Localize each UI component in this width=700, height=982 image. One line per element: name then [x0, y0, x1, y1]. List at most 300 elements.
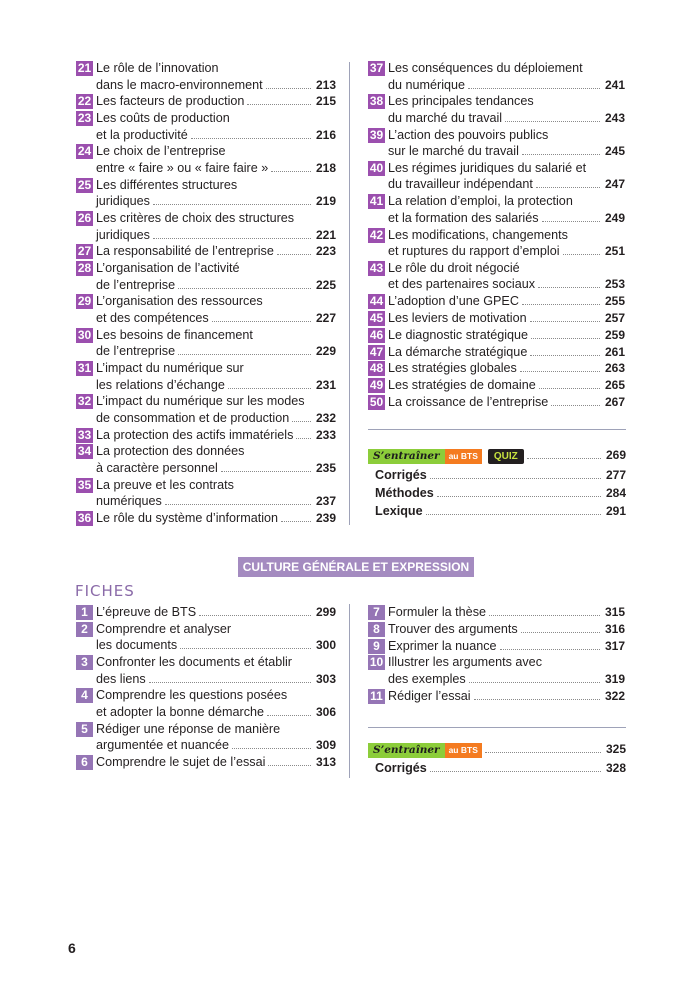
chapter-number-badge: 23 — [77, 111, 92, 126]
chapter-number-badge: 3 — [76, 655, 93, 670]
entry-line — [368, 260, 625, 277]
chapter-number-badge: 39 — [369, 127, 384, 142]
page-ref: 291 — [605, 504, 626, 518]
page-ref: 213 — [315, 77, 336, 92]
toc-entry[interactable] — [76, 477, 336, 510]
leader-dots — [268, 765, 311, 766]
entry-line — [76, 127, 336, 144]
chapter-number-badge: 28 — [77, 261, 92, 276]
entry-title-text: à caractère personnel — [96, 460, 218, 475]
toc-entry[interactable] — [368, 310, 625, 327]
entry-title-text: Les différentes structures — [96, 177, 238, 192]
page-ref: 319 — [604, 671, 625, 686]
entry-line — [76, 410, 336, 427]
entry-line — [368, 344, 625, 361]
toc-entry[interactable] — [368, 654, 625, 687]
entry-title-text: Illustrer les arguments avec — [388, 655, 542, 670]
page-ref: 306 — [315, 704, 336, 719]
leader-dots — [178, 354, 311, 355]
entry-line — [76, 687, 336, 704]
entry-title-text: Rédiger l’essai — [388, 688, 471, 703]
entry-title-text: numériques — [96, 494, 162, 509]
page-ref: 313 — [315, 755, 336, 769]
chapter-number-badge: 31 — [77, 361, 92, 375]
entry-line — [368, 377, 625, 394]
page-ref: 215 — [315, 94, 336, 109]
page-ref: 316 — [604, 621, 625, 636]
entry-title-text: L’impact du numérique sur — [96, 361, 244, 375]
toc-entry[interactable] — [76, 60, 336, 93]
leader-dots — [281, 521, 311, 522]
entry-title-text: de l’entreprise — [96, 277, 176, 292]
page-ref: 225 — [315, 277, 336, 292]
entry-line — [76, 360, 336, 377]
chapter-number-badge: 25 — [77, 177, 92, 192]
chapter-number-badge: 38 — [369, 94, 384, 109]
page-number: 6 — [68, 940, 76, 956]
page-ref: 245 — [604, 144, 625, 159]
chapter-number-badge: 4 — [76, 688, 93, 703]
entry-title-text: du marché du travail — [388, 110, 503, 125]
chapter-number-badge: 21 — [77, 61, 92, 75]
leader-dots — [191, 138, 311, 139]
chapter-number-badge: 32 — [77, 394, 92, 409]
chapter-number-badge: 46 — [369, 327, 384, 342]
page-ref: 322 — [604, 688, 625, 703]
entry-line — [76, 93, 336, 110]
entry-line — [76, 110, 336, 127]
leader-dots — [426, 514, 601, 515]
entry-title-text: entre « faire » ou « faire faire » — [96, 160, 269, 175]
toc-entry[interactable] — [76, 360, 336, 393]
entry-title-text: La protection des données — [96, 444, 245, 459]
chapter-number-badge: 5 — [76, 722, 93, 737]
toc-entry[interactable] — [368, 621, 625, 638]
toc-entry[interactable] — [368, 360, 625, 377]
entry-line — [76, 60, 336, 77]
entry-title-text: Les leviers de motivation — [388, 310, 527, 325]
leader-dots — [232, 748, 311, 749]
chapter-number-badge: 1 — [76, 605, 93, 620]
entry-line — [368, 310, 625, 327]
chapter-number-badge: 6 — [76, 755, 93, 770]
entry-line — [368, 671, 625, 688]
toc-entry[interactable] — [76, 754, 336, 771]
entry-line — [76, 293, 336, 310]
page-ref: 255 — [604, 294, 625, 309]
toc-entry[interactable] — [76, 654, 336, 687]
chapter-number-badge: 7 — [368, 605, 385, 620]
page-ref: 284 — [605, 486, 626, 500]
page-ref: 237 — [315, 494, 336, 509]
leader-dots — [271, 171, 311, 172]
leader-dots — [228, 388, 311, 389]
entry-line — [76, 510, 336, 527]
entry-line — [76, 243, 336, 260]
entry-line — [368, 293, 625, 310]
entry-line — [76, 177, 336, 194]
leader-dots — [267, 715, 311, 716]
leader-dots — [521, 632, 600, 633]
page-ref: 253 — [604, 277, 625, 292]
entry-title-text: des exemples — [388, 671, 466, 686]
entry-line — [76, 460, 336, 477]
corriges-row[interactable] — [375, 760, 626, 777]
entry-line — [368, 93, 625, 110]
entry-line — [76, 604, 336, 621]
entry-line — [76, 160, 336, 177]
entrainer-row[interactable] — [368, 741, 626, 758]
toc-entry[interactable] — [368, 394, 625, 411]
toc-entry[interactable] — [368, 327, 625, 344]
page-ref: 261 — [604, 344, 625, 359]
toc-entry[interactable] — [368, 344, 625, 361]
toc-entry[interactable] — [76, 427, 336, 444]
page-ref: 216 — [315, 127, 336, 142]
chapter-number-badge: 8 — [368, 622, 385, 637]
page-ref: 247 — [604, 177, 625, 192]
toc-entry[interactable] — [76, 687, 336, 720]
entry-title-text: L’organisation des ressources — [96, 294, 263, 309]
entry-line — [368, 143, 625, 160]
entry-title-text: de l’entreprise — [96, 344, 176, 359]
chapter-number-badge: 44 — [369, 294, 384, 309]
entry-line — [368, 360, 625, 377]
chapter-number-badge: 2 — [76, 622, 93, 637]
entry-title-text: Le diagnostic stratégique — [388, 327, 529, 342]
entry-line — [368, 638, 625, 655]
extras-divider — [368, 429, 626, 430]
toc-entry[interactable] — [76, 210, 336, 243]
entry-line — [76, 143, 336, 160]
entry-title-text: Les critères de choix des structures — [96, 211, 295, 225]
entry-title-text: Confronter les documents et établir — [96, 655, 293, 670]
entry-line — [368, 110, 625, 127]
chapter-number-badge: 10 — [369, 655, 384, 670]
chapter-number-badge: 26 — [77, 211, 92, 225]
entry-title-text: Le choix de l’entreprise — [96, 144, 226, 159]
entry-line — [368, 604, 625, 621]
leader-dots — [489, 615, 600, 616]
chapter-number-badge: 50 — [369, 394, 384, 409]
page-ref: 249 — [604, 210, 625, 225]
entry-title-text: des liens — [96, 671, 146, 686]
chapter-number-badge: 11 — [368, 689, 385, 704]
corriges-label: Corrigés — [375, 468, 427, 482]
entry-title-text: La relation d’emploi, la protection — [388, 194, 573, 209]
entry-title-text: L’organisation de l’activité — [96, 261, 240, 276]
leader-dots — [165, 504, 311, 505]
entry-line — [76, 654, 336, 671]
entry-title-text: juridiques — [96, 227, 150, 242]
leader-dots — [536, 187, 600, 188]
entry-title-text: Les principales tendances — [388, 94, 534, 109]
toc-entry[interactable] — [368, 93, 625, 126]
leader-dots — [153, 238, 311, 239]
entry-line — [76, 637, 336, 654]
entry-title-text: argumentée et nuancée — [96, 738, 230, 753]
leader-dots — [180, 648, 311, 649]
leader-dots — [520, 371, 600, 372]
leader-dots — [542, 221, 601, 222]
chapter-number-badge: 27 — [77, 244, 92, 259]
toc-entry[interactable] — [76, 110, 336, 143]
page-ref: 267 — [604, 394, 625, 409]
lexique-label: Lexique — [375, 504, 423, 518]
entry-line — [368, 654, 625, 671]
entry-line — [76, 754, 336, 771]
toc-entry[interactable] — [368, 293, 625, 310]
entry-title-text: Rédiger une réponse de manière — [96, 721, 281, 736]
entry-line — [368, 77, 625, 94]
entry-line — [76, 193, 336, 210]
entry-title-text: Exprimer la nuance — [388, 638, 497, 653]
entry-title-text: Comprendre les questions posées — [96, 688, 288, 703]
page-ref: 328 — [605, 761, 626, 775]
page-ref: 223 — [315, 244, 336, 259]
entry-line — [368, 394, 625, 411]
entry-title-text: Les besoins de financement — [96, 327, 253, 342]
page-ref: 257 — [604, 310, 625, 325]
leader-dots — [522, 304, 600, 305]
leader-dots — [468, 88, 600, 89]
leader-dots — [430, 478, 601, 479]
leader-dots — [500, 649, 601, 650]
toc-entry[interactable] — [76, 393, 336, 426]
chapter-number-badge: 48 — [369, 361, 384, 376]
fiches-title: FICHES — [75, 582, 135, 600]
page-ref: 218 — [315, 160, 336, 175]
entry-title-text: Les conséquences du déploiement — [388, 61, 583, 75]
entry-title-text: L’impact du numérique sur les modes — [96, 394, 305, 409]
entry-title-text: du travailleur indépendant — [388, 177, 533, 192]
entry-title-text: La preuve et les contrats — [96, 477, 234, 492]
leader-dots — [292, 421, 311, 422]
entry-title-text: Les coûts de production — [96, 111, 230, 126]
leader-dots — [178, 288, 311, 289]
entry-title-text: Formuler la thèse — [388, 605, 486, 619]
toc-entry[interactable] — [368, 127, 625, 160]
entry-line — [76, 671, 336, 688]
entry-line — [76, 277, 336, 294]
page-ref: 325 — [605, 742, 626, 756]
entry-line — [368, 243, 625, 260]
leader-dots — [247, 104, 311, 105]
leader-dots — [469, 682, 600, 683]
entry-title-text: L’action des pouvoirs publics — [388, 127, 549, 142]
entry-title-text: et la productivité — [96, 127, 188, 142]
toc-entry[interactable] — [368, 688, 625, 705]
entry-line — [76, 377, 336, 394]
page-ref: 219 — [315, 194, 336, 209]
chapter-number-badge: 34 — [77, 444, 92, 459]
entry-title-text: La responsabilité de l’entreprise — [96, 244, 274, 259]
entry-title-text: dans le macro-environnement — [96, 77, 263, 92]
toc-entry[interactable] — [368, 60, 625, 93]
leader-dots — [437, 496, 601, 497]
entry-title-text: Les stratégies de domaine — [388, 378, 536, 393]
leader-dots — [527, 458, 601, 459]
chapter-number-badge: 33 — [77, 427, 92, 442]
toc-entry[interactable] — [76, 604, 336, 621]
page-ref: 300 — [315, 638, 336, 653]
entry-line — [76, 210, 336, 227]
page-ref: 303 — [315, 671, 336, 686]
toc-entry[interactable] — [368, 160, 625, 193]
page-ref: 269 — [605, 448, 626, 462]
entry-title-text: les relations d’échange — [96, 377, 225, 392]
chapter-number-badge: 9 — [368, 639, 385, 654]
chapter-number-badge: 22 — [77, 94, 92, 109]
leader-dots — [149, 682, 311, 683]
leader-dots — [153, 204, 311, 205]
entry-line — [76, 227, 336, 244]
column-separator — [349, 604, 350, 778]
leader-dots — [221, 471, 311, 472]
chapter-number-badge: 45 — [369, 310, 384, 325]
au-bts-tag: au BTS — [445, 449, 482, 464]
entry-title-text: et ruptures du rapport d’emploi — [388, 244, 560, 258]
quiz-tag: QUIZ — [488, 449, 524, 464]
lexique-row[interactable] — [375, 503, 626, 520]
toc-entry[interactable] — [76, 143, 336, 176]
leader-dots — [530, 321, 600, 322]
entrainer-tag: S’entraîner — [368, 743, 445, 758]
entry-title-text: du numérique — [388, 77, 466, 92]
toc-entry[interactable] — [76, 443, 336, 476]
corriges-label: Corrigés — [375, 761, 427, 775]
entry-line — [368, 60, 625, 77]
chapter-number-badge: 24 — [77, 144, 92, 159]
page-ref: 231 — [315, 377, 336, 392]
entry-title-text: Le rôle de l’innovation — [96, 61, 219, 75]
entry-line — [368, 688, 625, 705]
page-ref: 233 — [315, 427, 336, 442]
entry-title-text: La protection des actifs immatériels — [96, 427, 294, 442]
entry-line — [368, 176, 625, 193]
leader-dots — [430, 771, 601, 772]
entry-title-text: Le rôle du droit négocié — [388, 260, 520, 275]
methodes-row[interactable] — [375, 485, 626, 502]
toc-entry[interactable] — [368, 377, 625, 394]
leader-dots — [199, 615, 311, 616]
page-ref: 232 — [315, 410, 336, 425]
extras-divider — [368, 727, 626, 728]
toc-entry[interactable] — [76, 243, 336, 260]
entry-line — [76, 493, 336, 510]
leader-dots — [277, 254, 311, 255]
entry-title-text: L’adoption d’une GPEC — [388, 294, 519, 309]
entrainer-row[interactable] — [368, 447, 626, 464]
entry-line — [76, 310, 336, 327]
leader-dots — [531, 338, 600, 339]
entry-title-text: Les régimes juridiques du salarié et — [388, 160, 587, 175]
au-bts-tag: au BTS — [445, 743, 482, 758]
toc-entry[interactable] — [76, 327, 336, 360]
toc-entry[interactable] — [76, 293, 336, 326]
page-ref: 315 — [604, 605, 625, 619]
chapter-number-badge: 36 — [77, 511, 92, 525]
page-ref: 239 — [315, 511, 336, 525]
corriges-row[interactable] — [375, 467, 626, 484]
toc-entry[interactable] — [368, 193, 625, 226]
entry-line — [76, 477, 336, 494]
page-ref: 265 — [604, 378, 625, 393]
entry-title-text: et adopter la bonne démarche — [96, 704, 265, 719]
page-ref: 259 — [604, 327, 625, 342]
column-separator — [349, 62, 350, 525]
entry-title-text: de consommation et de production — [96, 410, 290, 425]
entry-line — [368, 621, 625, 638]
chapter-number-badge: 40 — [369, 160, 384, 175]
chapter-number-badge: 29 — [77, 294, 92, 309]
chapter-number-badge: 43 — [369, 260, 384, 275]
entry-title-text: juridiques — [96, 194, 150, 209]
entry-line — [76, 721, 336, 738]
entry-title-text: Trouver des arguments — [388, 621, 518, 636]
entry-line — [76, 77, 336, 94]
toc-entry[interactable] — [76, 621, 336, 654]
chapter-number-badge: 37 — [369, 61, 384, 75]
toc-entry[interactable] — [368, 260, 625, 293]
entry-title-text: La démarche stratégique — [388, 344, 528, 359]
leader-dots — [563, 254, 600, 255]
toc-entry[interactable] — [368, 638, 625, 655]
entry-title-text: et des compétences — [96, 310, 209, 325]
leader-dots — [505, 121, 600, 122]
toc-entry[interactable] — [76, 177, 336, 210]
toc-entry[interactable] — [76, 93, 336, 110]
toc-entry[interactable] — [368, 227, 625, 260]
leader-dots — [485, 752, 601, 753]
page-ref: 229 — [315, 344, 336, 359]
entry-line — [368, 327, 625, 344]
chapter-number-badge: 30 — [77, 327, 92, 342]
entry-title-text: Les facteurs de production — [96, 94, 245, 109]
leader-dots — [538, 287, 600, 288]
entry-line — [76, 621, 336, 638]
entry-title-text: et la formation des salariés — [388, 210, 539, 225]
entry-line — [368, 160, 625, 177]
chapter-number-badge: 41 — [369, 194, 384, 209]
entry-title-text: Les modifications, changements — [388, 227, 568, 242]
page-ref: 299 — [315, 605, 336, 619]
toc-entry[interactable] — [368, 604, 625, 621]
page-ref: 309 — [315, 738, 336, 753]
entry-title-text: Comprendre le sujet de l’essai — [96, 755, 266, 769]
chapter-number-badge: 49 — [369, 378, 384, 393]
page-ref: 277 — [605, 468, 626, 482]
entrainer-tag: S’entraîner — [368, 449, 445, 464]
entry-line — [368, 227, 625, 244]
page-ref: 243 — [604, 110, 625, 125]
page-ref: 227 — [315, 310, 336, 325]
leader-dots — [530, 355, 600, 356]
entry-title-text: L’épreuve de BTS — [96, 605, 197, 619]
toc-entry[interactable] — [76, 510, 336, 527]
entry-line — [76, 427, 336, 444]
toc-entry[interactable] — [76, 721, 336, 754]
entry-line — [76, 737, 336, 754]
page-ref: 241 — [604, 77, 625, 92]
entry-line — [368, 276, 625, 293]
entry-title-text: Le rôle du système d’information — [96, 511, 279, 525]
entry-line — [368, 127, 625, 144]
leader-dots — [539, 388, 600, 389]
entry-line — [76, 393, 336, 410]
toc-entry[interactable] — [76, 260, 336, 293]
entry-title-text: Comprendre et analyser — [96, 621, 232, 636]
